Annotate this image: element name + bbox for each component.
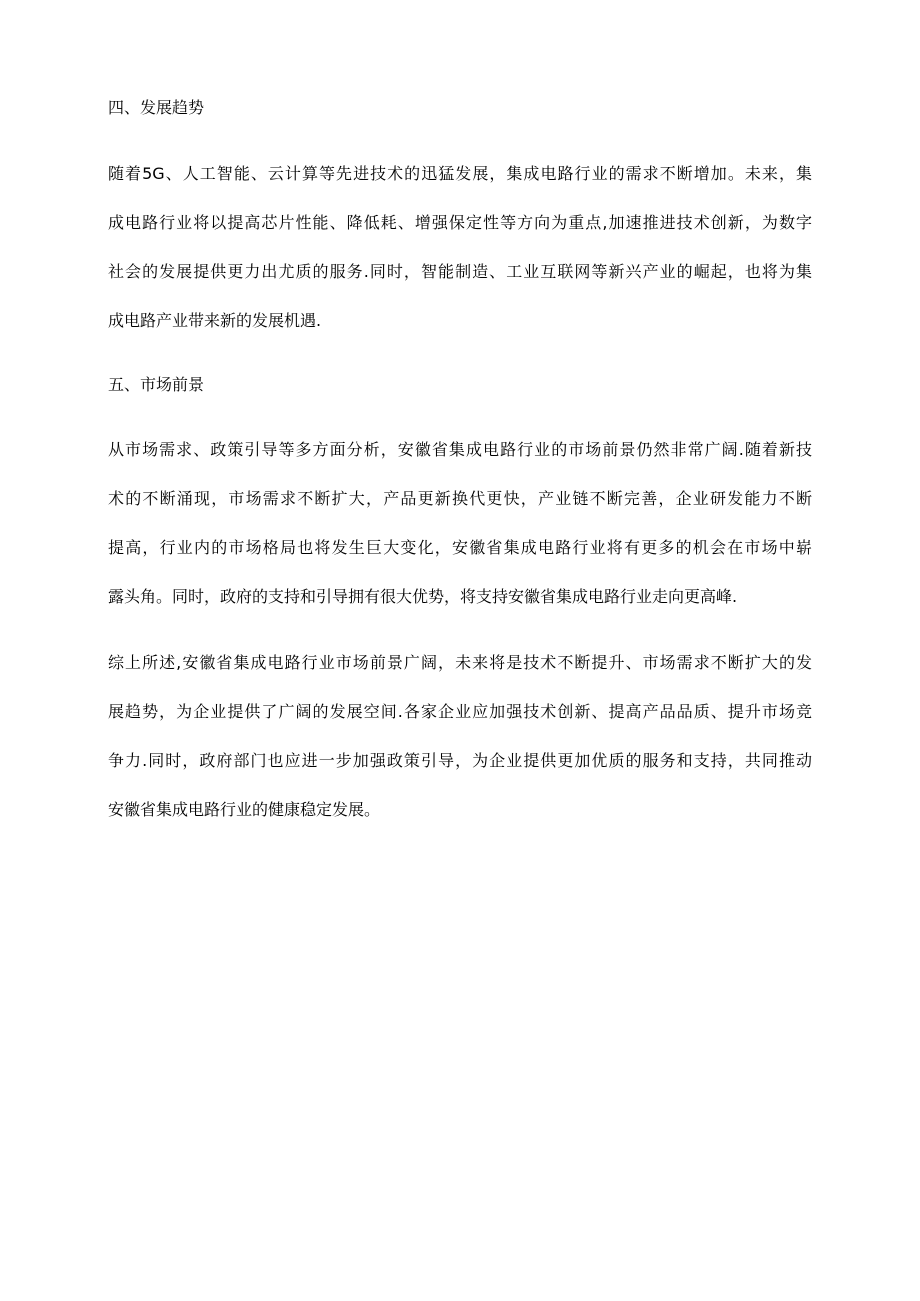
paragraph-line: 展趋势，为企业提供了广阔的发展空间.各家企业应加强技术创新、提高产品品质、提升市场竞 xyxy=(108,702,812,721)
paragraph-line: 社会的发展提供更力出尤质的服务.同时，智能制造、工业互联网等新兴产业的崛起，也将为集 xyxy=(108,262,812,281)
section-5-paragraph-1 xyxy=(108,438,812,609)
section-4-paragraph xyxy=(108,162,812,333)
section-4-heading: 四、发展趋势 xyxy=(108,98,205,117)
section-5-paragraph-2 xyxy=(108,651,812,822)
section-5-heading: 五、市场前景 xyxy=(108,375,205,394)
paragraph-line: 成电路行业将以提高芯片性能、降低耗、增强保定性等方向为重点,加速推进技术创新，为数字 xyxy=(108,213,812,232)
paragraph-line: 提高，行业内的市场格局也将发生巨大变化，安徽省集成电路行业将有更多的机会在市场中崭 xyxy=(108,538,812,557)
paragraph-line: 从市场需求、政策引导等多方面分析，安徽省集成电路行业的市场前景仍然非常广阔.随着新技 xyxy=(108,440,812,459)
paragraph-line: 争力.同时，政府部门也应进一步加强政策引导，为企业提供更加优质的服务和支持，共同推动 xyxy=(108,751,812,770)
paragraph-line: 成电路产业带来新的发展机遇. xyxy=(108,311,322,330)
paragraph-line: 安徽省集成电路行业的健康稳定发展。 xyxy=(108,800,381,819)
paragraph-line: 综上所述,安徽省集成电路行业市场前景广阔，未来将是技术不断提升、市场需求不断扩大的发 xyxy=(108,653,812,672)
paragraph-line: 术的不断涌现，市场需求不断扩大，产品更新换代更快，产业链不断完善，企业研发能力不断 xyxy=(108,489,812,508)
paragraph-line: 露头角。同时，政府的支持和引导拥有很大优势，将支持安徽省集成电路行业走向更高峰. xyxy=(108,587,738,606)
paragraph-line: 随着5G、人工智能、云计算等先进技术的迅猛发展，集成电路行业的需求不断增加。未来，集 xyxy=(108,164,812,183)
